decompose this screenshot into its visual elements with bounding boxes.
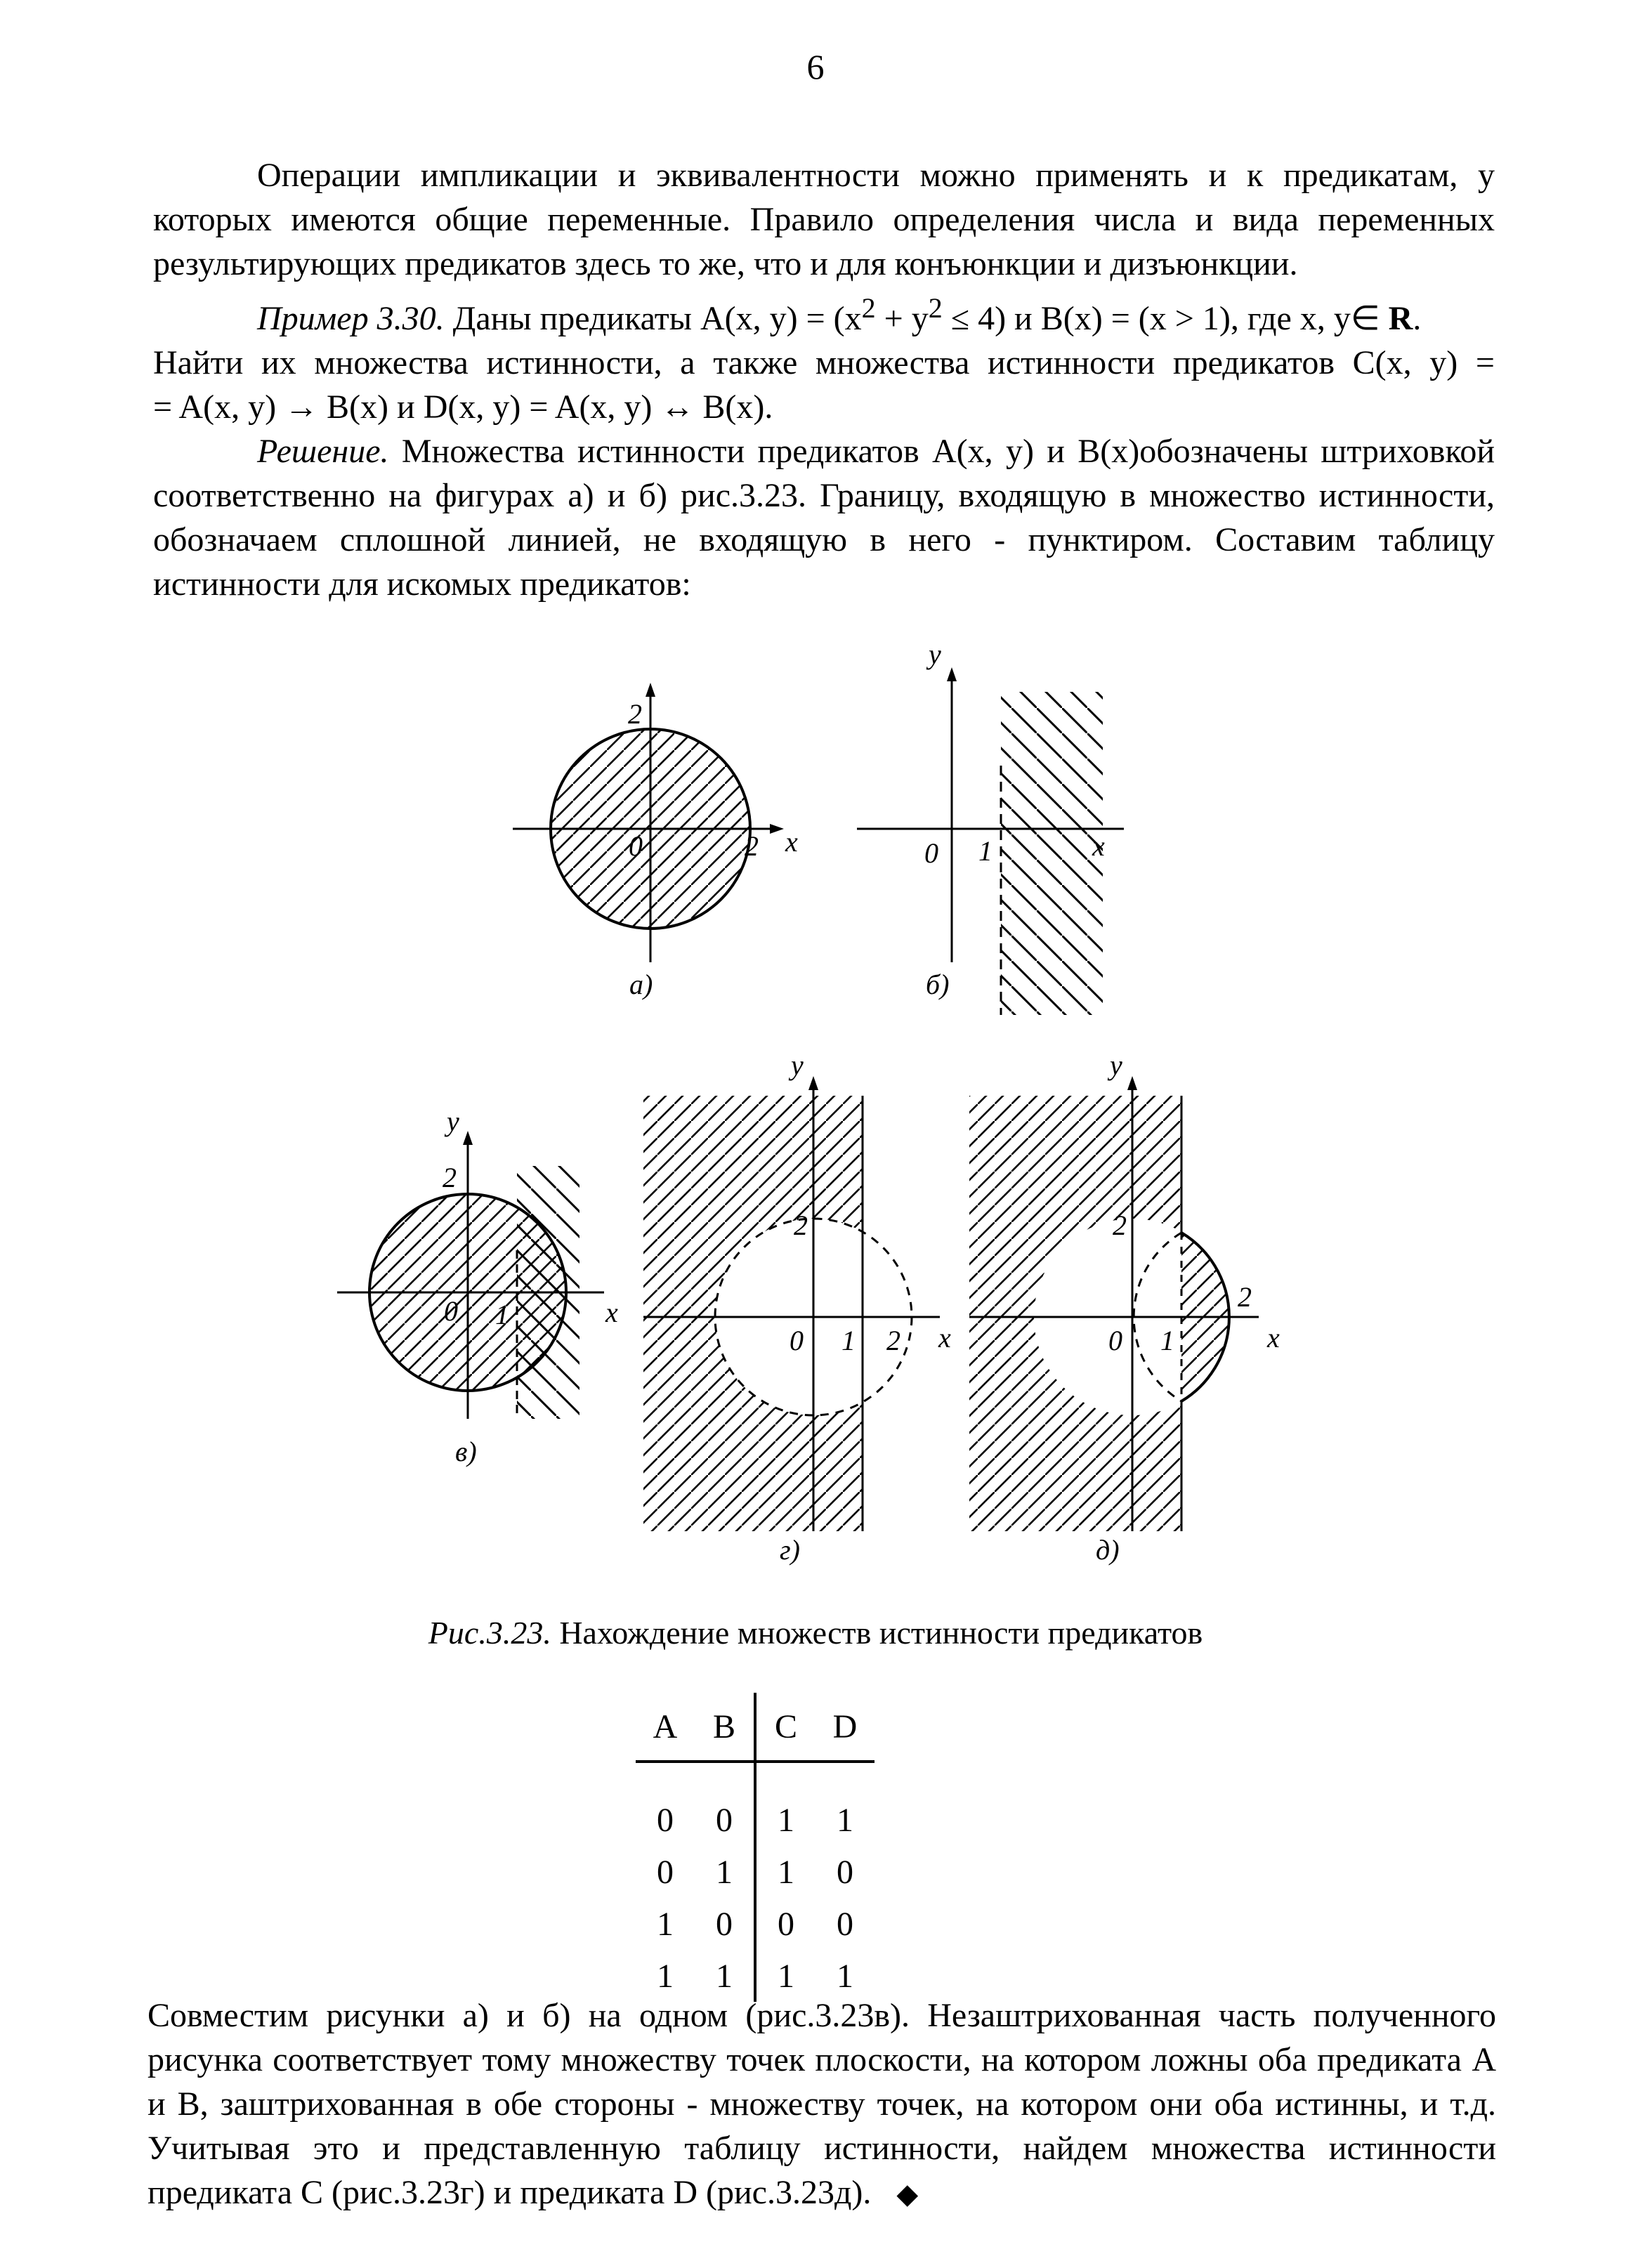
table-spacer: [636, 1762, 875, 1794]
figure-label-b: б): [926, 969, 950, 1000]
x-tick-label-a: 2: [745, 830, 759, 862]
x-axis-label-c: x: [605, 1297, 618, 1328]
example-3-30: Пример 3.30. Даны предикаты A(x, $y) = (x^2 + y^2 \le 4)$ и B(x) = (x > 1), где x, y∈ R.: [257, 292, 1422, 337]
y-tick-label-a: 2: [628, 698, 642, 730]
y-tick-label-c: 2: [443, 1162, 457, 1193]
half-plane-region-b: [1001, 692, 1103, 1015]
y-arrow-c: [463, 1131, 473, 1145]
x-tick2-label-d: 2: [886, 1325, 900, 1356]
paragraph-1: Операции импликации и эквивалентности можно применять и к предикатам, у которых имеются общие переменные. Правило определения числа и вида переменных результирующих предикатов здесь то же, что и для конъюнкции и дизъюнкции.: [153, 157, 1495, 282]
y-tick-label-d: 2: [794, 1210, 808, 1241]
x-axis-label-b: x: [1092, 830, 1105, 862]
example-line-2: Найти их множества истинности, а также множества истинности предикатов C(x, y) =: [153, 344, 1495, 381]
paragraph-final: Совместим рисунки а) и б) на одном (рис.3.23в). Незаштрихованная часть полученного рисунка соответствует тому множеству точек плоскости, на котором ложны оба предиката A и B, заштрихованная в обе стороны - множеству точек, на котором они оба истинны, и т.д. Учитывая это и представленную таблицу истинности, найдем множества истинности предиката C (рис.3.23г) и предиката D (рис.3.23д). ◆: [148, 1997, 1496, 2211]
y-axis-label-d: y: [791, 1049, 804, 1081]
origin-label-a: 0: [629, 830, 643, 862]
header-b: B: [695, 1693, 755, 1762]
x-arrow-a: [770, 824, 784, 834]
solution-label: Решение.: [257, 433, 389, 470]
figure-3-23: [0, 632, 1631, 1608]
x-tick1-label-d: 1: [841, 1325, 856, 1356]
figure-label-e: д): [1096, 1534, 1120, 1566]
y-arrow-a: [646, 683, 655, 697]
header-a: A: [636, 1693, 695, 1762]
x-axis-label-a: x: [785, 826, 798, 858]
figure-e: [969, 1049, 1280, 1566]
header-c: C: [755, 1693, 816, 1762]
y-arrow-b: [947, 667, 957, 681]
region-c-truth-set: [643, 1096, 863, 1531]
table-header-row: [636, 1693, 875, 1762]
region-d-outer: [969, 1096, 1181, 1531]
y-axis-label-e: y: [1110, 1049, 1122, 1081]
figure-label-d: г): [780, 1534, 800, 1566]
x-axis-label-e: x: [1267, 1322, 1280, 1353]
origin-label-c: 0: [444, 1295, 458, 1327]
example-label: Пример 3.30.: [257, 300, 445, 337]
figure-d: [643, 1049, 951, 1566]
caption-text: Нахождение множеств истинности предикатов: [559, 1615, 1203, 1651]
header-d: D: [816, 1693, 875, 1762]
figure-caption: [0, 1614, 1631, 1651]
table-row: 1 1 1 1: [636, 1950, 875, 2002]
y-axis-label-c: y: [447, 1106, 459, 1137]
origin-label-b: 0: [924, 837, 938, 869]
x-tick-label-b: 1: [978, 835, 993, 867]
table-row: 1 0 0 0: [636, 1898, 875, 1950]
figure-label-a: а): [629, 969, 653, 1000]
figure-c: [337, 1106, 618, 1467]
origin-label-e: 0: [1108, 1325, 1122, 1356]
x-axis-label-d: x: [938, 1322, 951, 1353]
page-number: 6: [806, 47, 825, 86]
y-axis-label-b: y: [929, 638, 941, 670]
caption-label: Рис.3.23.: [428, 1615, 551, 1651]
figure-label-c: в): [455, 1436, 477, 1467]
end-of-example-icon: ◆: [896, 2178, 919, 2210]
paragraph-intro: [153, 153, 1495, 606]
table-row: 0 1 1 0: [636, 1846, 875, 1898]
x-tick-label-c: 1: [495, 1299, 509, 1330]
x-tick1-label-e: 1: [1160, 1325, 1174, 1356]
y-arrow-d: [808, 1076, 818, 1090]
figure-b: [857, 638, 1124, 1015]
y-arrow-e: [1127, 1076, 1137, 1090]
y-tick-label-e: 2: [1113, 1210, 1127, 1241]
figure-a: [513, 683, 798, 1000]
x-tick2-label-e: 2: [1238, 1281, 1252, 1313]
truth-table: [636, 1693, 875, 2002]
solution-paragraph: Решение. Множества истинности предикатов A(x, y) и B(x)обозначены штриховкой соответственно на фигурах а) и б) рис.3.23. Границу, входящую в множество истинности, обозначаем сплошной линией, не входящую в него - пунктиром. Составим таблицу истинности для искомых предикатов:: [153, 433, 1495, 603]
example-line-3: = A(x, y) → B(x) и D(x, y) = A(x, y) ↔ B(x).: [153, 388, 773, 426]
table-row: 0 0 1 1: [636, 1794, 875, 1846]
origin-label-d: 0: [790, 1325, 804, 1356]
real-set: R: [1388, 300, 1413, 337]
paragraph-final-block: [148, 1993, 1496, 2216]
